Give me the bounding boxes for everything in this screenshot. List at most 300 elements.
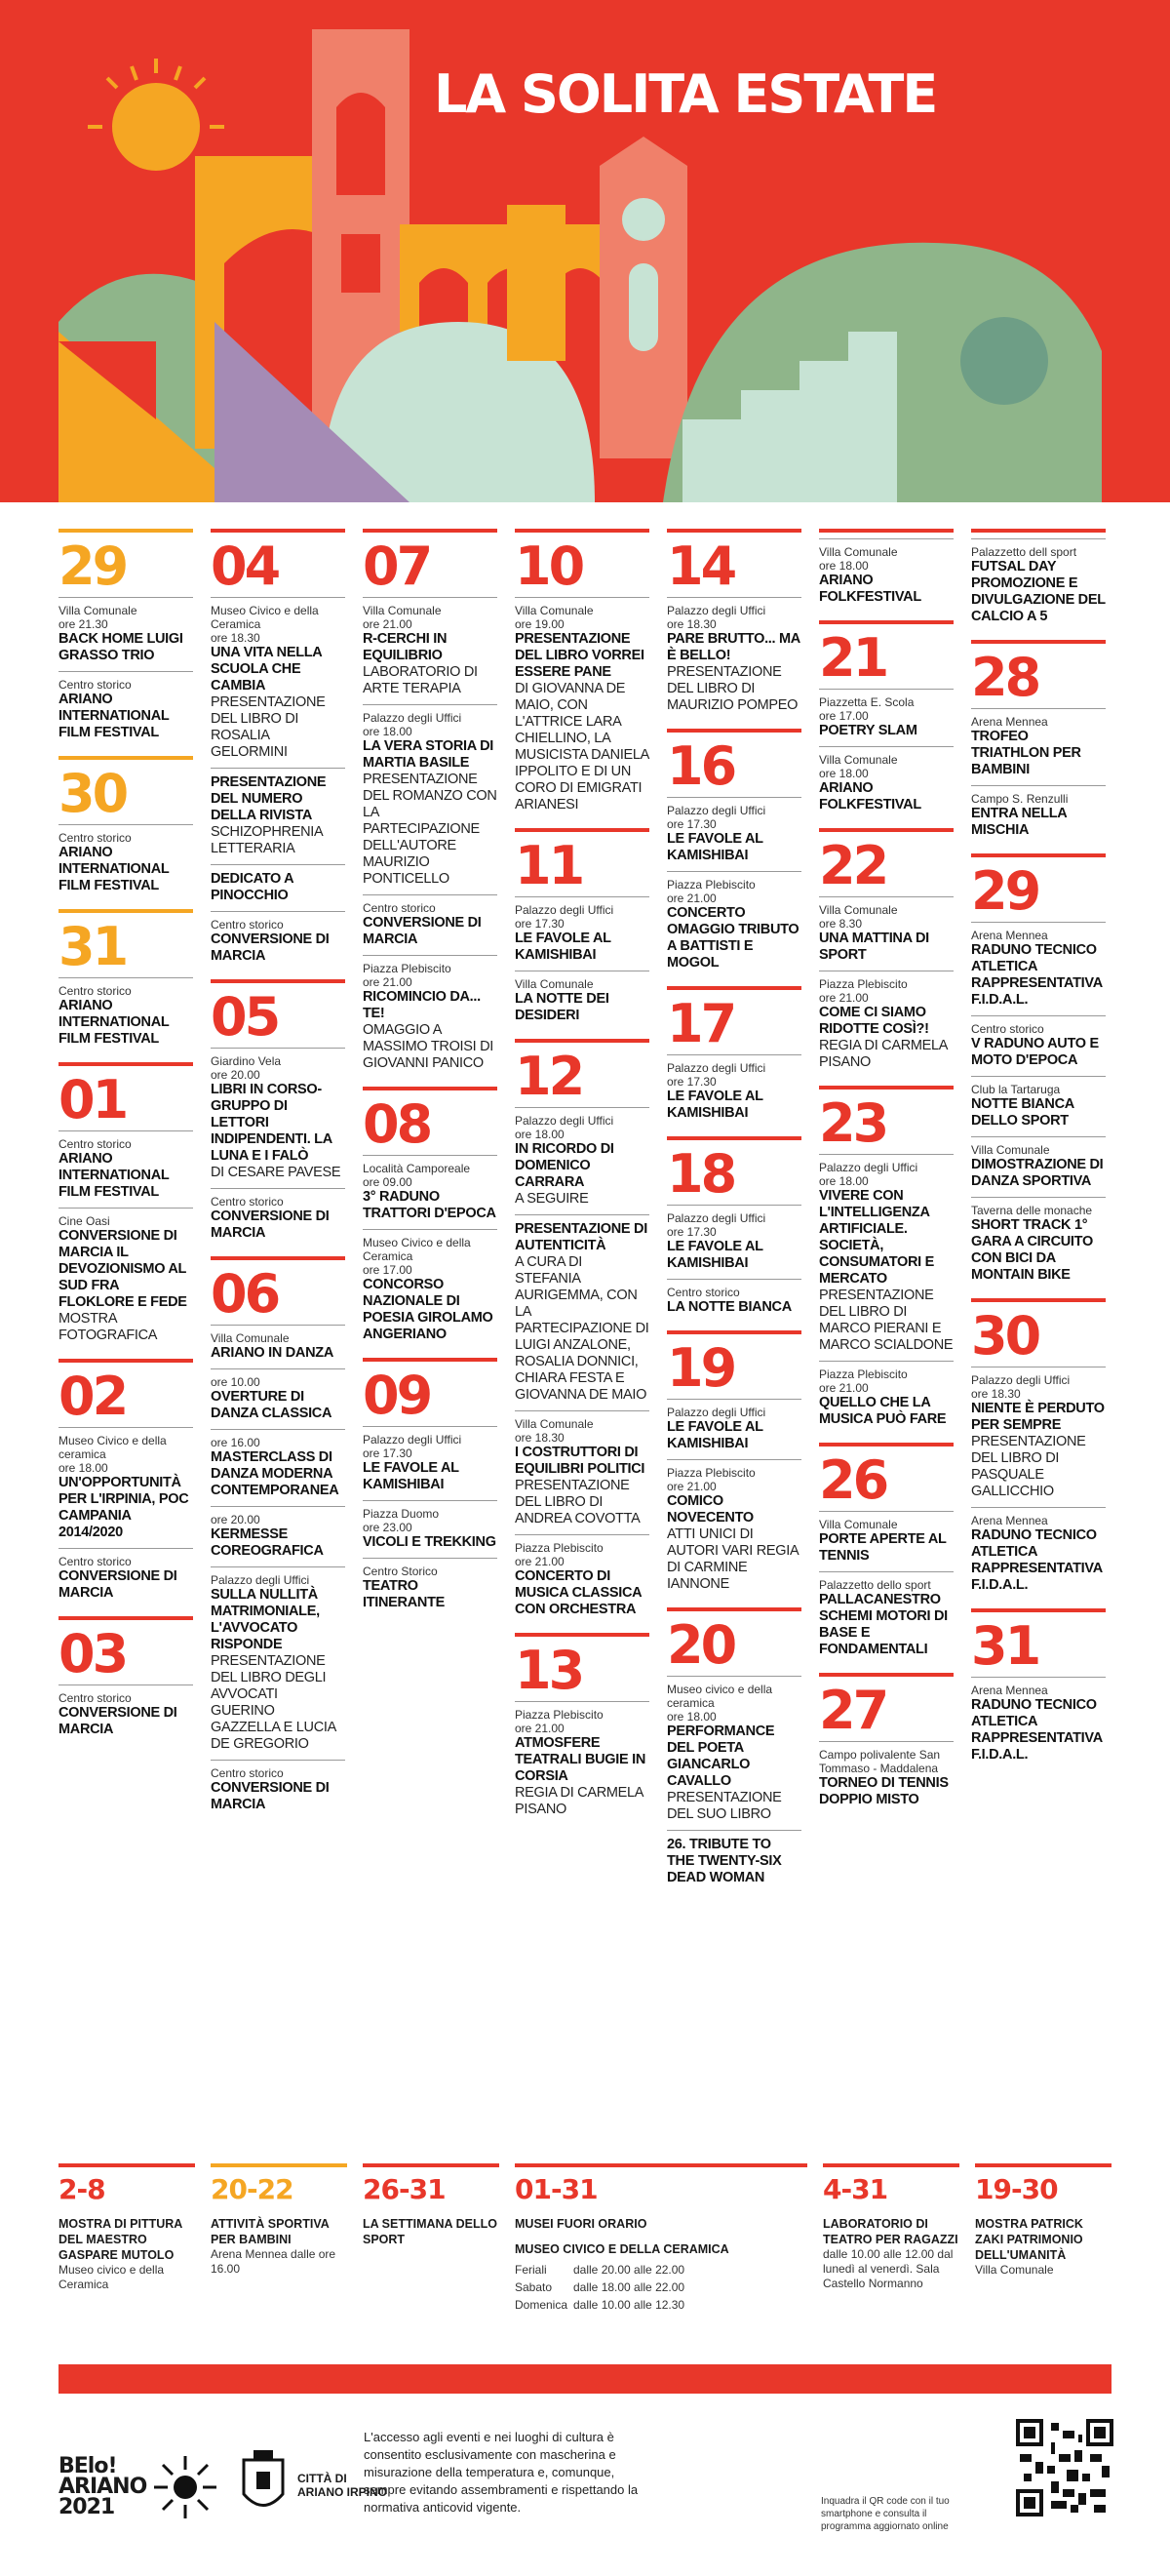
event-item [363, 955, 497, 1079]
calendar-column [363, 529, 497, 1626]
day-number: 21 [819, 627, 887, 689]
day-number: 19 [667, 1337, 735, 1399]
day-block [211, 529, 345, 971]
event-title: 3° RADUNO TRATTORI D'EPOCA [363, 1189, 496, 1221]
covid-notice: L'accesso agli eventi e nei luoghi di cultura è consentito esclusivamente con mascherina e misurazione della temperatura e, comunque, sempre evitando assembramenti e rispettando la normativa anticovid vigente. [364, 2430, 639, 2515]
event-place: Palazzo degli Uffici [667, 804, 766, 817]
event-title: ATMOSFERE TEATRALI BUGIE IN CORSIA [515, 1735, 645, 1784]
day-rule [58, 529, 193, 533]
day-number: 14 [667, 535, 735, 597]
range-title: MOSTRA DI PITTURA DEL MAESTRO GASPARE MUTOLO [58, 2217, 182, 2262]
day-rule [515, 529, 649, 533]
day-block [971, 1608, 1106, 1770]
range-desc: Arena Mennea dalle ore 16.00 [211, 2247, 336, 2276]
calendar-column [667, 529, 801, 1901]
event-place: Palazzetto dell sport [971, 545, 1077, 559]
event-title: LA VERA STORIA DI MARTIA BASILE [363, 738, 494, 771]
day-rule [667, 729, 801, 733]
day-number: 28 [971, 647, 1039, 708]
event-time: ore 17.00 [363, 1263, 412, 1277]
event-place: Museo civico e della ceramica [667, 1683, 773, 1710]
event-item [58, 1548, 193, 1608]
event-item [58, 1684, 193, 1745]
event-time: ore 18.00 [58, 1461, 108, 1475]
event-title: CONVERSIONE DI MARCIA [211, 1780, 330, 1812]
day-rule [667, 1607, 801, 1611]
event-item [211, 864, 345, 911]
day-rule [667, 529, 801, 533]
event-title: SHORT TRACK 1° GARA A CIRCUITO CON BICI DA MONTAIN BIKE [971, 1217, 1093, 1283]
event-title: ARIANO IN DANZA [211, 1345, 333, 1361]
day-block [363, 1358, 497, 1618]
event-place: Centro storico [58, 1691, 132, 1705]
range-title: ATTIVITÀ SPORTIVA PER BAMBINI [211, 2217, 330, 2246]
event-title: LE FAVOLE AL KAMISHIBAI [363, 1460, 459, 1492]
event-title: LE FAVOLE AL KAMISHIBAI [667, 1419, 763, 1451]
event-item [363, 1155, 497, 1229]
event-time: ore 17.30 [667, 817, 717, 831]
event-place: Centro storico [363, 901, 436, 915]
day-block [58, 909, 193, 1054]
day-rule [819, 620, 954, 624]
event-item [819, 1511, 954, 1571]
event-title: LA NOTTE BIANCA [667, 1299, 792, 1315]
event-place: Club la Tartaruga [971, 1083, 1061, 1096]
day-number: 18 [667, 1143, 735, 1205]
event-item [667, 1459, 801, 1600]
event-place: Giardino Vela [211, 1054, 282, 1068]
event-time: ore 20.00 [211, 1068, 260, 1082]
event-item [363, 1426, 497, 1500]
event-item [211, 597, 345, 768]
day-number: 26 [819, 1449, 887, 1511]
day-block [971, 640, 1106, 846]
event-item [819, 896, 954, 971]
event-place: Centro storico [211, 918, 284, 931]
day-number: 04 [211, 535, 279, 597]
range-label: 01-31 [515, 2173, 598, 2205]
day-rule [819, 1443, 954, 1447]
day-block [363, 529, 497, 1079]
event-title: I COSTRUTTORI DI EQUILIBRI POLITICI [515, 1445, 645, 1477]
calendar-column [819, 529, 954, 1823]
event-item [971, 922, 1106, 1015]
event-place: Villa Comunale [971, 1143, 1050, 1157]
event-place: Piazza Plebiscito [363, 962, 451, 975]
event-title: VIVERE CON L'INTELLIGENZA ARTIFICIALE. SOCIETÀ, CONSUMATORI E MERCATO [819, 1188, 935, 1287]
event-item [819, 689, 954, 746]
qr-code-icon[interactable] [1016, 2419, 1113, 2517]
event-item [971, 538, 1106, 632]
day-block [58, 529, 193, 748]
range-label: 26-31 [363, 2173, 446, 2205]
event-title: UNA VITA NELLA SCUOLA CHE CAMBIA [211, 645, 322, 694]
event-time: ore 21.00 [819, 1381, 869, 1395]
event-place: Centro storico [58, 831, 132, 845]
day-block [515, 1633, 649, 1825]
event-time: ore 23.00 [363, 1521, 412, 1534]
event-desc: LABORATORIO DI ARTE TERAPIA [363, 664, 478, 696]
event-title: FUTSAL DAY PROMOZIONE E DIVULGAZIONE DEL CALCIO A 5 [971, 559, 1106, 624]
event-place: Piazza Plebiscito [515, 1541, 604, 1555]
day-number: 29 [971, 860, 1039, 922]
event-time: ore 16.00 [211, 1436, 260, 1449]
event-item [971, 708, 1106, 785]
range-label: 19-30 [975, 2173, 1058, 2205]
event-title: PARE BRUTTO... MA È BELLO! [667, 631, 800, 663]
event-time: ore 21.30 [58, 617, 108, 631]
event-item [58, 1427, 193, 1548]
event-title: ARIANO FOLKFESTIVAL [819, 780, 921, 812]
event-item [971, 1015, 1106, 1076]
event-title: ARIANO INTERNATIONAL FILM FESTIVAL [58, 845, 170, 893]
event-desc: PRESENTAZIONE DEL LIBRO DI ROSALIA GELORMINI [211, 694, 326, 760]
event-desc: DI GIOVANNA DE MAIO, CON L'ATTRICE LARA CHIELLINO, LA MUSICISTA DANIELA IPPOLITO E DI UN CORO DI EMIGRATI ARIANESI [515, 681, 649, 812]
event-item [971, 1367, 1106, 1507]
day-rule [667, 1136, 801, 1140]
event-time: ore 21.00 [363, 617, 412, 631]
event-title: CONVERSIONE DI MARCIA [211, 931, 330, 964]
event-title: QUELLO CHE LA MUSICA PUÒ FARE [819, 1395, 947, 1427]
day-number: 12 [515, 1046, 583, 1107]
event-time: ore 21.00 [667, 1480, 717, 1493]
event-title: ARIANO INTERNATIONAL FILM FESTIVAL [58, 692, 170, 740]
day-block [58, 1616, 193, 1745]
event-title: IN RICORDO DI DOMENICO CARRARA [515, 1141, 614, 1190]
event-time: ore 18.30 [971, 1387, 1021, 1401]
day-rule [667, 986, 801, 990]
range-desc: Villa Comunale [975, 2263, 1054, 2277]
event-item [58, 1208, 193, 1351]
day-block [515, 1039, 649, 1625]
event-item [819, 1571, 954, 1665]
event-time: ore 18.30 [515, 1431, 565, 1445]
range-event [515, 2163, 807, 2314]
event-item [211, 1048, 345, 1188]
event-item [819, 538, 954, 613]
event-time: ore 8.30 [819, 917, 863, 931]
event-title: RICOMINCIO DA... TE! [363, 989, 481, 1021]
day-block [211, 1256, 345, 1820]
calendar-column [515, 529, 649, 1833]
event-place: Centro storico [211, 1766, 284, 1780]
range-title: MOSTRA PATRICK ZAKI PATRIMONIO DELL'UMANITÀ [975, 2217, 1083, 2262]
event-title: CONVERSIONE DI MARCIA [58, 1568, 177, 1601]
footer [58, 2409, 1112, 2556]
event-item [515, 1107, 649, 1214]
event-title: ARIANO FOLKFESTIVAL [819, 573, 921, 605]
event-item [819, 971, 954, 1078]
range-event [363, 2163, 499, 2247]
day-block [971, 853, 1106, 1290]
qr-note: Inquadra il QR code con il tuo smartphone e consulta il programma aggiornato online [821, 2496, 950, 2532]
event-title: PORTE APERTE AL TENNIS [819, 1531, 947, 1564]
event-place: Piazza Plebiscito [819, 977, 908, 991]
range-events [58, 2163, 1112, 2344]
event-title: RADUNO TECNICO ATLETICA RAPPRESENTATIVA F.I.D.A.L. [971, 1697, 1103, 1763]
day-number: 31 [58, 916, 127, 977]
day-block [58, 756, 193, 901]
event-place: Villa Comunale [363, 604, 442, 617]
range-title: LABORATORIO DI TEATRO PER RAGAZZI [823, 2217, 958, 2246]
event-item [667, 1399, 801, 1459]
event-place: Campo S. Renzulli [971, 792, 1069, 806]
event-item [211, 911, 345, 971]
day-number: 31 [971, 1615, 1039, 1677]
range-title: MUSEI FUORI ORARIO [515, 2217, 647, 2231]
event-title: OVERTURE DI DANZA CLASSICA [211, 1389, 332, 1421]
event-place: Palazzo degli Uffici [667, 604, 766, 617]
event-title: LE FAVOLE AL KAMISHIBAI [515, 931, 611, 963]
event-place: Centro storico [58, 1555, 132, 1568]
event-item [667, 1279, 801, 1323]
day-block [515, 529, 649, 820]
day-rule [58, 1359, 193, 1363]
day-block [667, 529, 801, 721]
calendar-column [971, 529, 1106, 1778]
event-item [58, 977, 193, 1054]
day-number: 07 [363, 535, 431, 597]
event-title: UNA MATTINA DI SPORT [819, 931, 929, 963]
event-time: ore 17.30 [515, 917, 565, 931]
event-title: KERMESSE COREOGRAFICA [211, 1526, 324, 1559]
event-time: ore 18.00 [515, 1128, 565, 1141]
event-place: Museo Civico e della ceramica [58, 1434, 167, 1461]
event-time: ore 19.00 [515, 617, 565, 631]
event-title: CONVERSIONE DI MARCIA IL DEVOZIONISMO AL SUD FRA FLOKLORE E FEDE [58, 1228, 187, 1310]
event-place: Palazzo degli Uffici [211, 1573, 310, 1587]
day-number: 30 [971, 1305, 1039, 1367]
event-item [58, 671, 193, 748]
event-title: ARIANO INTERNATIONAL FILM FESTIVAL [58, 998, 170, 1047]
event-item [971, 785, 1106, 846]
event-title: TROFEO TRIATHLON PER BAMBINI [971, 729, 1081, 777]
event-title: ENTRA NELLA MISCHIA [971, 806, 1067, 838]
event-item [515, 896, 649, 971]
range-desc: dalle 10.00 alle 12.00 dal lunedì al venerdì. Sala Castello Normanno [823, 2247, 954, 2290]
opening-schedule: Feriali dalle 20.00 alle 22.00 Sabato dalle 18.00 alle 22.00 Domenica dalle 10.00 alle 12.30 [515, 2263, 685, 2312]
day-rule [515, 1039, 649, 1043]
day-number: 01 [58, 1069, 127, 1130]
event-place: Palazzo degli Uffici [363, 711, 462, 725]
event-title: BACK HOME LUIGI GRASSO TRIO [58, 631, 183, 663]
day-rule [971, 1608, 1106, 1612]
page-title: LA SOLITA ESTATE [434, 63, 937, 125]
day-rule [58, 1062, 193, 1066]
event-item [515, 1701, 649, 1825]
day-block [819, 1443, 954, 1665]
event-item [211, 1506, 345, 1566]
event-time: ore 09.00 [363, 1175, 412, 1189]
day-block [819, 529, 954, 613]
event-time: ore 10.00 [211, 1375, 260, 1389]
event-desc: REGIA DI CARMELA PISANO [515, 1785, 644, 1817]
event-place: Villa Comunale [819, 1518, 898, 1531]
event-title: CONVERSIONE DI MARCIA [363, 915, 482, 947]
event-title: CONCERTO DI MUSICA CLASSICA CON ORCHESTRA [515, 1568, 642, 1617]
event-place: Palazzo degli Uffici [971, 1373, 1071, 1387]
range-label: 2-8 [58, 2173, 105, 2205]
event-place: Arena Mennea [971, 929, 1048, 942]
day-block [58, 1359, 193, 1608]
event-place: Piazza Plebiscito [667, 1466, 756, 1480]
event-place: Palazzo degli Uffici [667, 1211, 766, 1225]
range-event [58, 2163, 195, 2292]
event-item [667, 1205, 801, 1279]
event-desc: PRESENTAZIONE DEL LIBRO DI PASQUALE GALLICCHIO [971, 1434, 1086, 1499]
event-title: LE FAVOLE AL KAMISHIBAI [667, 1089, 763, 1121]
event-place: Piazza Duomo [363, 1507, 440, 1521]
event-title: COME CI SIAMO RIDOTTE COSÌ?! [819, 1005, 929, 1037]
event-place: Palazzo degli Uffici [667, 1406, 766, 1419]
day-number: 11 [515, 835, 583, 896]
event-place: Centro storico [971, 1022, 1044, 1036]
day-number: 10 [515, 535, 583, 597]
event-item [515, 1214, 649, 1410]
event-desc: ATTI UNICI DI AUTORI VARI REGIA DI CARMINE IANNONE [667, 1526, 799, 1592]
day-rule [363, 1358, 497, 1362]
event-place: Palazzo degli Uffici [667, 1061, 766, 1075]
day-block [819, 620, 954, 820]
event-title: LE FAVOLE AL KAMISHIBAI [667, 831, 763, 863]
event-time: ore 21.00 [515, 1722, 565, 1735]
event-item [515, 1534, 649, 1625]
event-item [211, 1368, 345, 1429]
event-place: Villa Comunale [819, 753, 898, 767]
range-event [823, 2163, 959, 2291]
event-title: V RADUNO AUTO E MOTO D'EPOCA [971, 1036, 1099, 1068]
event-item [58, 824, 193, 901]
range-label: 20-22 [211, 2173, 293, 2205]
event-title: PRESENTAZIONE DEL LIBRO VORREI ESSERE PANE [515, 631, 644, 680]
event-time: ore 21.00 [819, 991, 869, 1005]
day-rule [58, 1616, 193, 1620]
event-time: ore 18.00 [819, 767, 869, 780]
event-time: ore 21.00 [667, 892, 717, 905]
event-place: Centro storico [58, 984, 132, 998]
event-item [971, 1197, 1106, 1290]
event-item [515, 971, 649, 1031]
day-number: 30 [58, 763, 127, 824]
day-block [667, 986, 801, 1129]
event-item [211, 1429, 345, 1506]
event-desc: MOSTRA FOTOGRAFICA [58, 1311, 158, 1343]
day-rule [515, 1633, 649, 1637]
event-title: LA NOTTE DEI DESIDERI [515, 991, 609, 1023]
event-place: Arena Mennea [971, 1514, 1048, 1527]
divider-bar [58, 2364, 1112, 2394]
event-place: Centro storico [58, 678, 132, 692]
sun-logo-icon [151, 2453, 219, 2521]
event-title: CONVERSIONE DI MARCIA [211, 1209, 330, 1241]
event-title: TEATRO ITINERANTE [363, 1578, 446, 1610]
event-item [667, 797, 801, 871]
day-rule [211, 1256, 345, 1260]
event-place: Piazza Plebiscito [819, 1367, 908, 1381]
day-number: 13 [515, 1640, 583, 1701]
event-item [515, 597, 649, 820]
day-rule [58, 909, 193, 913]
day-rule [971, 1298, 1106, 1302]
day-rule [819, 1086, 954, 1090]
range-title: LA SETTIMANA DELLO SPORT [363, 2217, 497, 2246]
event-time: ore 17.00 [819, 709, 869, 723]
event-time: ore 18.00 [363, 725, 412, 738]
event-desc: REGIA DI CARMELA PISANO [819, 1038, 948, 1070]
day-rule [971, 853, 1106, 857]
event-title: POETRY SLAM [819, 723, 917, 738]
event-place: Centro Storico [363, 1565, 438, 1578]
event-desc: PRESENTAZIONE DEL LIBRO DI MARCO PIERANI E MARCO SCIALDONE [819, 1288, 954, 1353]
event-item [819, 1741, 954, 1815]
event-place: Villa Comunale [211, 1331, 290, 1345]
event-place: Cine Oasi [58, 1214, 110, 1228]
day-rule [819, 828, 954, 832]
event-item [667, 1676, 801, 1830]
event-time: ore 18.30 [667, 617, 717, 631]
event-item [211, 1566, 345, 1760]
day-number: 27 [819, 1680, 887, 1741]
event-item [363, 1229, 497, 1350]
event-time: ore 21.00 [515, 1555, 565, 1568]
event-item [819, 1361, 954, 1435]
event-place: Campo polivalente San Tommaso - Maddalena [819, 1748, 941, 1775]
event-place: Palazzo degli Uffici [515, 1114, 614, 1128]
event-desc: A CURA DI STEFANIA AURIGEMMA, CON LA PARTECIPAZIONE DI LUIGI ANZALONE, ROSALIA DONNICI, CHIARA FESTA E GIOVANNA DE MAIO [515, 1254, 649, 1403]
day-block [819, 828, 954, 1078]
event-item [363, 704, 497, 894]
day-number: 06 [211, 1263, 279, 1325]
day-rule [211, 529, 345, 533]
event-place: Museo Civico e della Ceramica [211, 604, 319, 631]
event-place: Villa Comunale [515, 1417, 594, 1431]
day-block [971, 529, 1106, 632]
day-rule [515, 828, 649, 832]
bello-ariano-logo: BElo! ARIANO 2021 [58, 2454, 147, 2519]
day-number: 05 [211, 986, 279, 1048]
event-title: CONCORSO NAZIONALE DI POESIA GIROLAMO ANGERIANO [363, 1277, 493, 1342]
event-place: Piazzetta E. Scola [819, 695, 915, 709]
event-place: Villa Comunale [819, 545, 898, 559]
event-place: Palazzo degli Uffici [515, 903, 614, 917]
event-item [363, 1558, 497, 1618]
event-time: ore 18.00 [819, 1174, 869, 1188]
day-number: 23 [819, 1092, 887, 1154]
day-rule [971, 640, 1106, 644]
event-time: ore 18.00 [819, 559, 869, 573]
event-place: Arena Mennea [971, 1684, 1048, 1697]
hero-banner [0, 0, 1170, 502]
day-rule [58, 756, 193, 760]
event-item [971, 1677, 1106, 1770]
day-number: 29 [58, 535, 127, 597]
event-desc: DI CESARE PAVESE [211, 1165, 341, 1180]
event-place: Villa Comunale [515, 977, 594, 991]
event-item [971, 1507, 1106, 1601]
event-title: PRESENTAZIONE DI AUTENTICITÀ [515, 1221, 647, 1253]
day-number: 09 [363, 1365, 431, 1426]
event-place: Località Camporeale [363, 1162, 471, 1175]
day-block [819, 1086, 954, 1435]
day-rule [211, 979, 345, 983]
event-place: Arena Mennea [971, 715, 1048, 729]
day-rule [363, 1087, 497, 1090]
event-place: Piazza Plebiscito [667, 878, 756, 892]
event-title: NIENTE È PERDUTO PER SEMPRE [971, 1401, 1105, 1433]
event-title: PRESENTAZIONE DEL NUMERO DELLA RIVISTA [211, 774, 327, 823]
day-number: 03 [58, 1623, 127, 1684]
event-item [667, 597, 801, 721]
